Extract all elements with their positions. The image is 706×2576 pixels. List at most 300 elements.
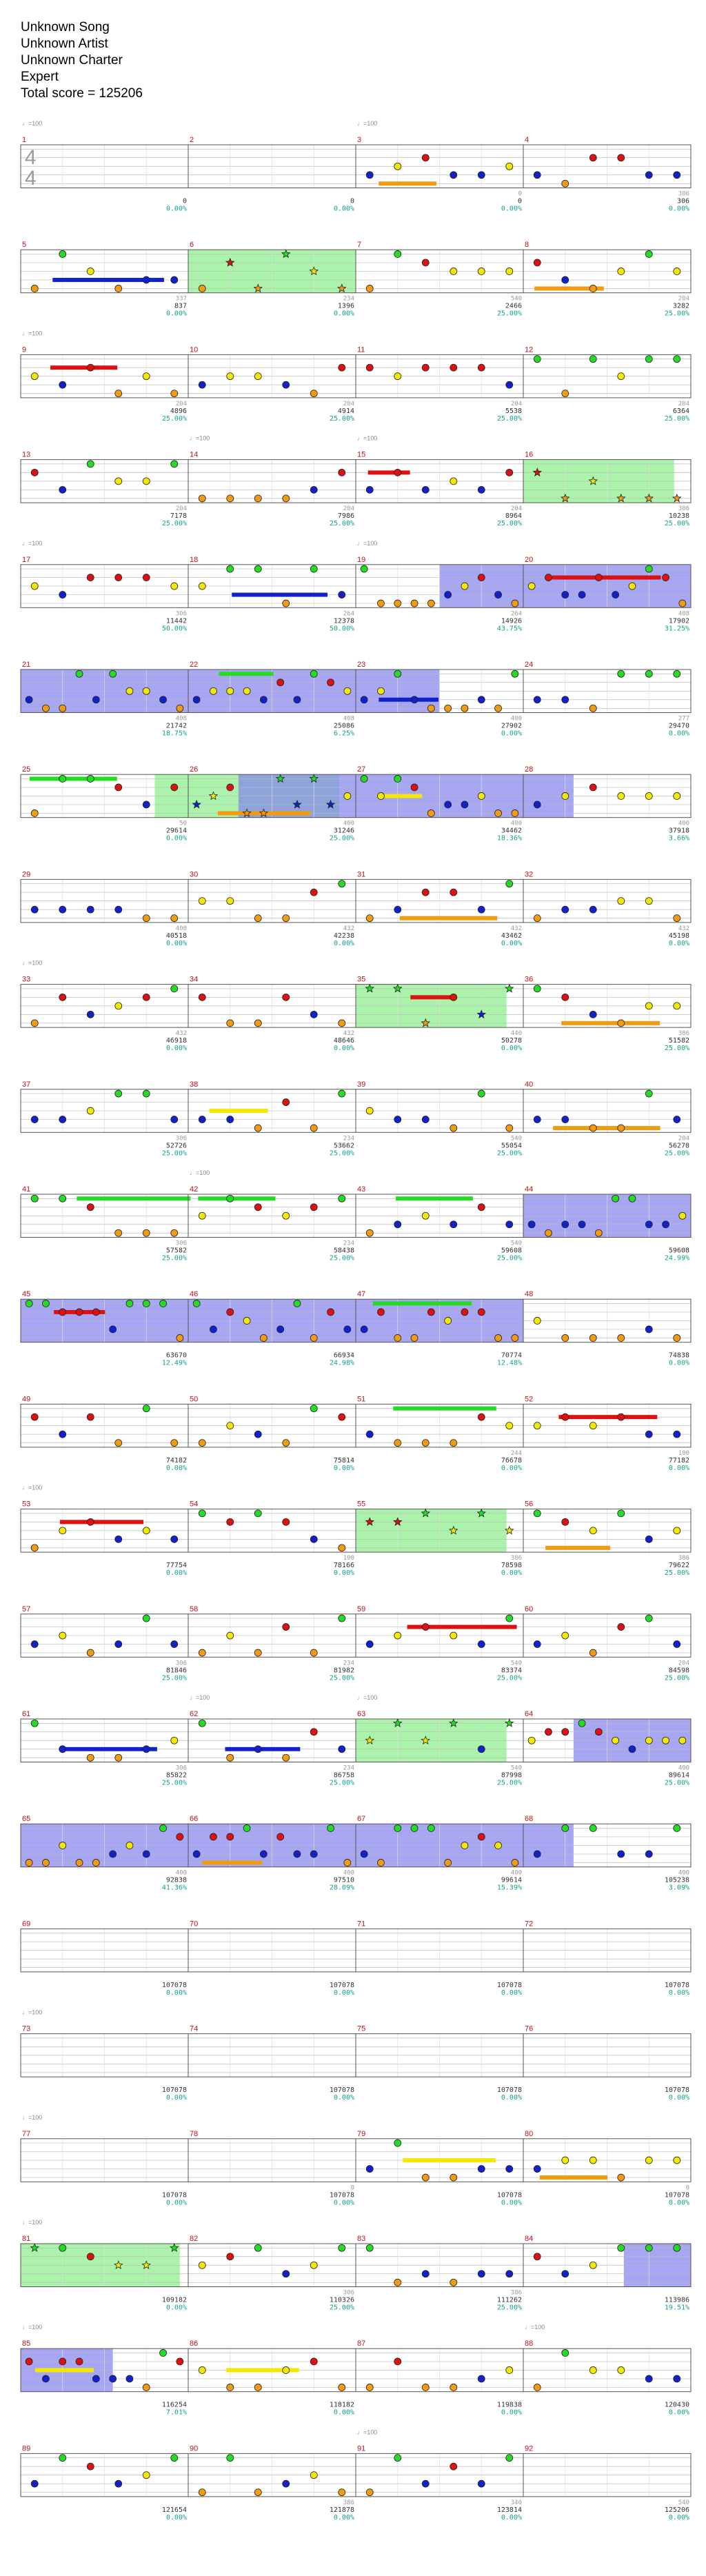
note	[366, 486, 373, 493]
note	[115, 574, 122, 581]
note	[59, 1527, 66, 1534]
cumulative-score: 53662	[333, 1142, 354, 1150]
measure-number: 31	[357, 870, 366, 879]
note	[562, 2271, 569, 2277]
note	[618, 1020, 625, 1027]
note	[589, 154, 596, 161]
note	[199, 1720, 205, 1727]
sp-percent: 25.00%	[664, 1674, 689, 1682]
note	[422, 2271, 429, 2277]
sp-percent: 25.00%	[664, 310, 689, 318]
note	[645, 1431, 652, 1438]
note	[534, 1422, 541, 1429]
note	[366, 2489, 373, 2496]
note	[411, 784, 418, 791]
note	[618, 154, 625, 161]
note	[361, 1326, 367, 1333]
note	[87, 775, 94, 782]
note	[31, 469, 38, 476]
note	[310, 390, 317, 397]
base-score: 306	[678, 190, 689, 198]
base-score: 400	[343, 1869, 354, 1877]
note	[199, 1649, 205, 1656]
note	[629, 1195, 636, 1202]
sp-percent: 0.00%	[165, 1464, 187, 1472]
note	[478, 906, 485, 913]
cumulative-score: 107078	[664, 2086, 689, 2095]
sp-percent: 12.48%	[496, 1359, 522, 1367]
measure-number: 21	[22, 661, 31, 669]
note	[31, 583, 38, 590]
note	[254, 373, 261, 380]
cumulative-score: 306	[676, 197, 689, 205]
note	[618, 1851, 625, 1858]
measure-number: 14	[190, 450, 199, 459]
measure-number: 57	[22, 1604, 31, 1613]
note	[143, 1405, 150, 1412]
note	[506, 469, 513, 476]
note	[589, 1334, 596, 1341]
note	[629, 583, 636, 590]
note	[31, 1020, 38, 1027]
measure-number: 13	[22, 450, 31, 459]
cumulative-score: 66934	[333, 1351, 354, 1360]
cumulative-score: 111262	[496, 2296, 522, 2304]
cumulative-score: 78598	[501, 1562, 522, 1570]
note	[679, 600, 686, 607]
note	[422, 1624, 429, 1631]
note	[562, 592, 569, 598]
cumulative-score: 1396	[337, 302, 354, 310]
note	[562, 994, 569, 1000]
note	[394, 163, 401, 170]
sp-percent: 0.00%	[165, 939, 187, 947]
note	[545, 574, 552, 581]
note	[562, 1824, 569, 1831]
cumulative-score: 84598	[668, 1667, 689, 1675]
note	[618, 2174, 625, 2181]
sp-percent: 0.00%	[165, 205, 187, 213]
time-signature-bottom: 4	[25, 167, 37, 190]
cumulative-score: 118182	[329, 2401, 354, 2409]
note	[394, 670, 401, 677]
base-score: 306	[343, 2289, 354, 2297]
note	[115, 784, 122, 791]
note	[339, 1020, 345, 1027]
note	[143, 687, 150, 694]
bpm-marker: ♩=100	[22, 330, 43, 337]
base-score: 277	[678, 715, 689, 723]
note	[679, 1737, 686, 1744]
note	[344, 1326, 351, 1333]
cumulative-score: 29614	[165, 827, 187, 835]
base-score: 204	[678, 1135, 689, 1143]
sp-percent: 41.36%	[161, 1884, 187, 1892]
sp-percent: 0.00%	[333, 205, 354, 213]
sp-percent: 0.00%	[668, 2513, 689, 2522]
note-sustain	[219, 672, 274, 676]
note	[115, 1536, 122, 1542]
cumulative-score: 74182	[165, 1456, 187, 1465]
measure-number: 58	[190, 1604, 199, 1613]
note	[377, 687, 384, 694]
measure-number: 76	[525, 2024, 534, 2033]
cumulative-score: 34462	[501, 827, 522, 835]
note	[283, 1440, 290, 1447]
note	[115, 1754, 122, 1761]
note	[339, 1544, 345, 1551]
note-sustain	[35, 2368, 94, 2372]
note	[578, 592, 585, 598]
note	[478, 364, 485, 371]
note	[339, 364, 345, 371]
note	[143, 1851, 150, 1858]
note	[427, 1824, 434, 1831]
note	[87, 1754, 94, 1761]
note	[534, 1851, 541, 1858]
sp-percent: 0.00%	[668, 1359, 689, 1367]
measure-number: 91	[357, 2444, 366, 2453]
note	[506, 163, 513, 170]
note	[562, 696, 569, 703]
note	[506, 2455, 513, 2462]
base-score: 540	[510, 1240, 522, 1247]
note	[589, 1011, 596, 1018]
note-sustain	[373, 1301, 472, 1305]
cumulative-score: 29470	[668, 722, 689, 730]
note	[645, 1851, 652, 1858]
measure-number: 82	[190, 2235, 199, 2243]
measure-number: 41	[22, 1185, 31, 1194]
note	[366, 1229, 373, 1236]
note	[143, 1746, 150, 1753]
measure-number: 1	[22, 136, 27, 144]
cumulative-score: 78166	[333, 1562, 354, 1570]
sp-percent: 0.00%	[165, 1045, 187, 1053]
note	[31, 809, 38, 816]
sp-percent: 25.00%	[329, 414, 354, 423]
sp-percent: 25.00%	[161, 520, 187, 528]
note	[534, 2253, 541, 2260]
sp-percent: 0.00%	[501, 939, 522, 947]
base-score: 234	[343, 1764, 354, 1772]
note-sustain	[209, 1109, 268, 1113]
note	[310, 1729, 317, 1735]
cumulative-score: 6364	[672, 407, 689, 415]
cumulative-score: 74838	[668, 1351, 689, 1360]
sp-percent: 0.00%	[333, 1989, 354, 1997]
note	[495, 809, 502, 816]
measure-number: 63	[357, 1710, 366, 1718]
measure-number: 50	[190, 1395, 199, 1404]
note	[193, 1300, 200, 1307]
note	[534, 1116, 541, 1123]
note	[366, 364, 373, 371]
note	[310, 1334, 317, 1341]
measure-number: 66	[190, 1815, 199, 1824]
note	[506, 2166, 513, 2173]
note	[31, 373, 38, 380]
note	[59, 1195, 66, 1202]
bpm-marker: ♩=100	[190, 1694, 210, 1701]
base-score: 244	[510, 1449, 522, 1457]
note	[199, 2262, 205, 2268]
note	[199, 1440, 205, 1447]
note	[310, 889, 317, 896]
note	[344, 1859, 351, 1866]
sp-percent: 25.00%	[329, 2304, 354, 2312]
note	[618, 792, 625, 799]
note	[171, 583, 178, 590]
note	[115, 390, 122, 397]
note-sustain	[400, 916, 497, 920]
note-sustain	[379, 698, 438, 702]
note	[394, 469, 401, 476]
note	[92, 696, 99, 703]
note	[422, 364, 429, 371]
cumulative-score: 99614	[501, 1876, 522, 1884]
note	[645, 1326, 652, 1333]
base-score: 306	[175, 610, 187, 618]
note	[450, 1440, 457, 1447]
sp-percent: 25.00%	[664, 1779, 689, 1787]
note	[394, 775, 401, 782]
note	[171, 1536, 178, 1542]
note	[26, 696, 32, 703]
note	[618, 268, 625, 274]
sp-percent: 0.00%	[165, 834, 187, 843]
measure-number: 34	[190, 975, 199, 984]
sp-percent: 50.00%	[329, 625, 354, 633]
note-sustain	[396, 1196, 473, 1200]
note	[42, 1859, 49, 1866]
note	[361, 565, 367, 572]
note	[87, 1413, 94, 1420]
base-score: 540	[510, 1764, 522, 1772]
measure-number: 51	[357, 1395, 366, 1404]
note	[87, 461, 94, 467]
sp-percent: 0.00%	[668, 939, 689, 947]
cumulative-score: 14926	[501, 617, 522, 625]
note	[450, 364, 457, 371]
sp-percent: 0.00%	[165, 310, 187, 318]
note	[310, 1204, 317, 1211]
note	[277, 1833, 284, 1840]
bpm-marker: ♩=100	[22, 2009, 43, 2016]
sp-percent: 0.00%	[668, 2408, 689, 2417]
note	[394, 1116, 401, 1123]
measure-number: 44	[525, 1185, 534, 1194]
measure-number: 48	[525, 1290, 534, 1299]
note	[143, 994, 150, 1000]
sp-percent: 0.00%	[333, 939, 354, 947]
note	[171, 985, 178, 992]
measure-number: 40	[525, 1080, 534, 1089]
note	[589, 285, 596, 292]
note	[171, 1641, 178, 1648]
note	[562, 1334, 569, 1341]
note	[645, 1737, 652, 1744]
measure-number: 11	[357, 345, 365, 354]
note	[260, 1851, 267, 1858]
note	[445, 705, 452, 712]
note	[411, 600, 418, 607]
note-sustain	[561, 1021, 660, 1025]
sp-percent: 25.00%	[664, 1045, 689, 1053]
note	[534, 2166, 541, 2173]
cumulative-score: 7178	[170, 512, 187, 521]
note	[344, 687, 351, 694]
cumulative-score: 46918	[165, 1037, 187, 1045]
cumulative-score: 107078	[664, 2191, 689, 2200]
measure-number: 35	[357, 975, 366, 984]
note	[478, 2166, 485, 2173]
sp-percent: 0.00%	[333, 2199, 354, 2207]
note	[394, 250, 401, 257]
note	[589, 2262, 596, 2268]
base-score: 386	[678, 1555, 689, 1562]
cumulative-score: 121878	[329, 2506, 354, 2514]
bpm-marker: ♩=100	[357, 2428, 378, 2436]
note	[422, 2174, 429, 2181]
sp-percent: 0.00%	[501, 2408, 522, 2417]
bpm-marker: ♩=100	[525, 2324, 545, 2331]
note	[512, 600, 518, 607]
note	[31, 1544, 38, 1551]
note	[422, 259, 429, 266]
note	[534, 172, 541, 179]
note	[87, 906, 94, 913]
note	[171, 276, 178, 283]
measure-number: 42	[190, 1185, 199, 1194]
sp-percent: 0.00%	[165, 2513, 187, 2522]
sp-percent: 12.49%	[161, 1359, 187, 1367]
note	[143, 1090, 150, 1097]
cumulative-score: 58438	[333, 1247, 354, 1255]
note-sustain	[30, 776, 117, 781]
sp-percent: 25.00%	[329, 1149, 354, 1158]
note	[283, 495, 290, 502]
cumulative-score: 52726	[165, 1142, 187, 1150]
note	[42, 1300, 49, 1307]
measure-number: 15	[357, 450, 366, 459]
note	[674, 172, 680, 179]
note	[422, 2384, 429, 2391]
note	[254, 2244, 261, 2251]
note	[87, 1107, 94, 1114]
sp-percent: 25.00%	[161, 1149, 187, 1158]
note	[361, 696, 367, 703]
cumulative-score: 92838	[165, 1876, 187, 1884]
cumulative-score: 109182	[161, 2296, 187, 2304]
note	[478, 1413, 485, 1420]
base-score: 204	[175, 400, 187, 407]
note	[478, 486, 485, 493]
note	[534, 356, 541, 363]
measure-number: 16	[525, 450, 534, 459]
note	[578, 1221, 585, 1228]
note	[674, 1641, 680, 1648]
base-score: 408	[343, 715, 354, 723]
note	[366, 1431, 373, 1438]
bpm-marker: ♩=100	[22, 120, 43, 127]
note	[450, 478, 457, 485]
sp-percent: 25.00%	[496, 1779, 522, 1787]
measure-number: 2	[190, 136, 194, 144]
cumulative-score: 31246	[333, 827, 354, 835]
note	[87, 1011, 94, 1018]
sp-percent: 0.00%	[501, 2513, 522, 2522]
measure-number: 10	[190, 345, 199, 354]
note	[87, 1649, 94, 1656]
measure-number: 87	[357, 2339, 366, 2348]
note	[645, 1221, 652, 1228]
base-score: 0	[350, 2184, 354, 2192]
base-score: 400	[678, 820, 689, 827]
note	[310, 2262, 317, 2268]
note	[422, 1116, 429, 1123]
note	[59, 2244, 66, 2251]
note	[160, 1300, 167, 1307]
cumulative-score: 45198	[668, 932, 689, 940]
cumulative-score: 10238	[668, 512, 689, 521]
note	[645, 2244, 652, 2251]
note	[595, 1229, 602, 1236]
note	[227, 687, 234, 694]
base-score: 432	[678, 925, 689, 932]
note	[243, 687, 250, 694]
note	[283, 2271, 290, 2277]
note	[227, 373, 234, 380]
base-score: 204	[678, 400, 689, 407]
measure-number: 17	[22, 555, 31, 564]
bpm-marker: ♩=100	[22, 539, 43, 547]
cumulative-score: 75814	[333, 1456, 354, 1465]
note	[59, 592, 66, 598]
note	[227, 898, 234, 905]
note	[461, 1842, 468, 1849]
note	[394, 1221, 401, 1228]
base-score: 340	[510, 2499, 522, 2506]
note	[366, 915, 373, 922]
note	[143, 574, 150, 581]
cumulative-score: 4896	[170, 407, 187, 415]
measure-number: 75	[357, 2024, 366, 2033]
note	[478, 574, 485, 581]
sp-percent: 25.00%	[329, 1254, 354, 1262]
sp-percent: 0.00%	[501, 1464, 522, 1472]
note	[283, 2366, 290, 2373]
note	[76, 2358, 83, 2365]
note	[528, 583, 535, 590]
measure-number: 54	[190, 1500, 199, 1509]
note	[377, 1309, 384, 1316]
note	[59, 1632, 66, 1639]
note	[227, 784, 234, 791]
note	[171, 2455, 178, 2462]
note	[422, 154, 429, 161]
cumulative-score: 89614	[668, 1771, 689, 1780]
note	[143, 1615, 150, 1622]
note	[339, 881, 345, 887]
note	[394, 2279, 401, 2286]
measure-number: 78	[190, 2129, 199, 2138]
note	[450, 889, 457, 896]
note	[366, 2384, 373, 2391]
cumulative-score: 113986	[664, 2296, 689, 2304]
note	[506, 1125, 513, 1131]
note	[199, 1212, 205, 1219]
